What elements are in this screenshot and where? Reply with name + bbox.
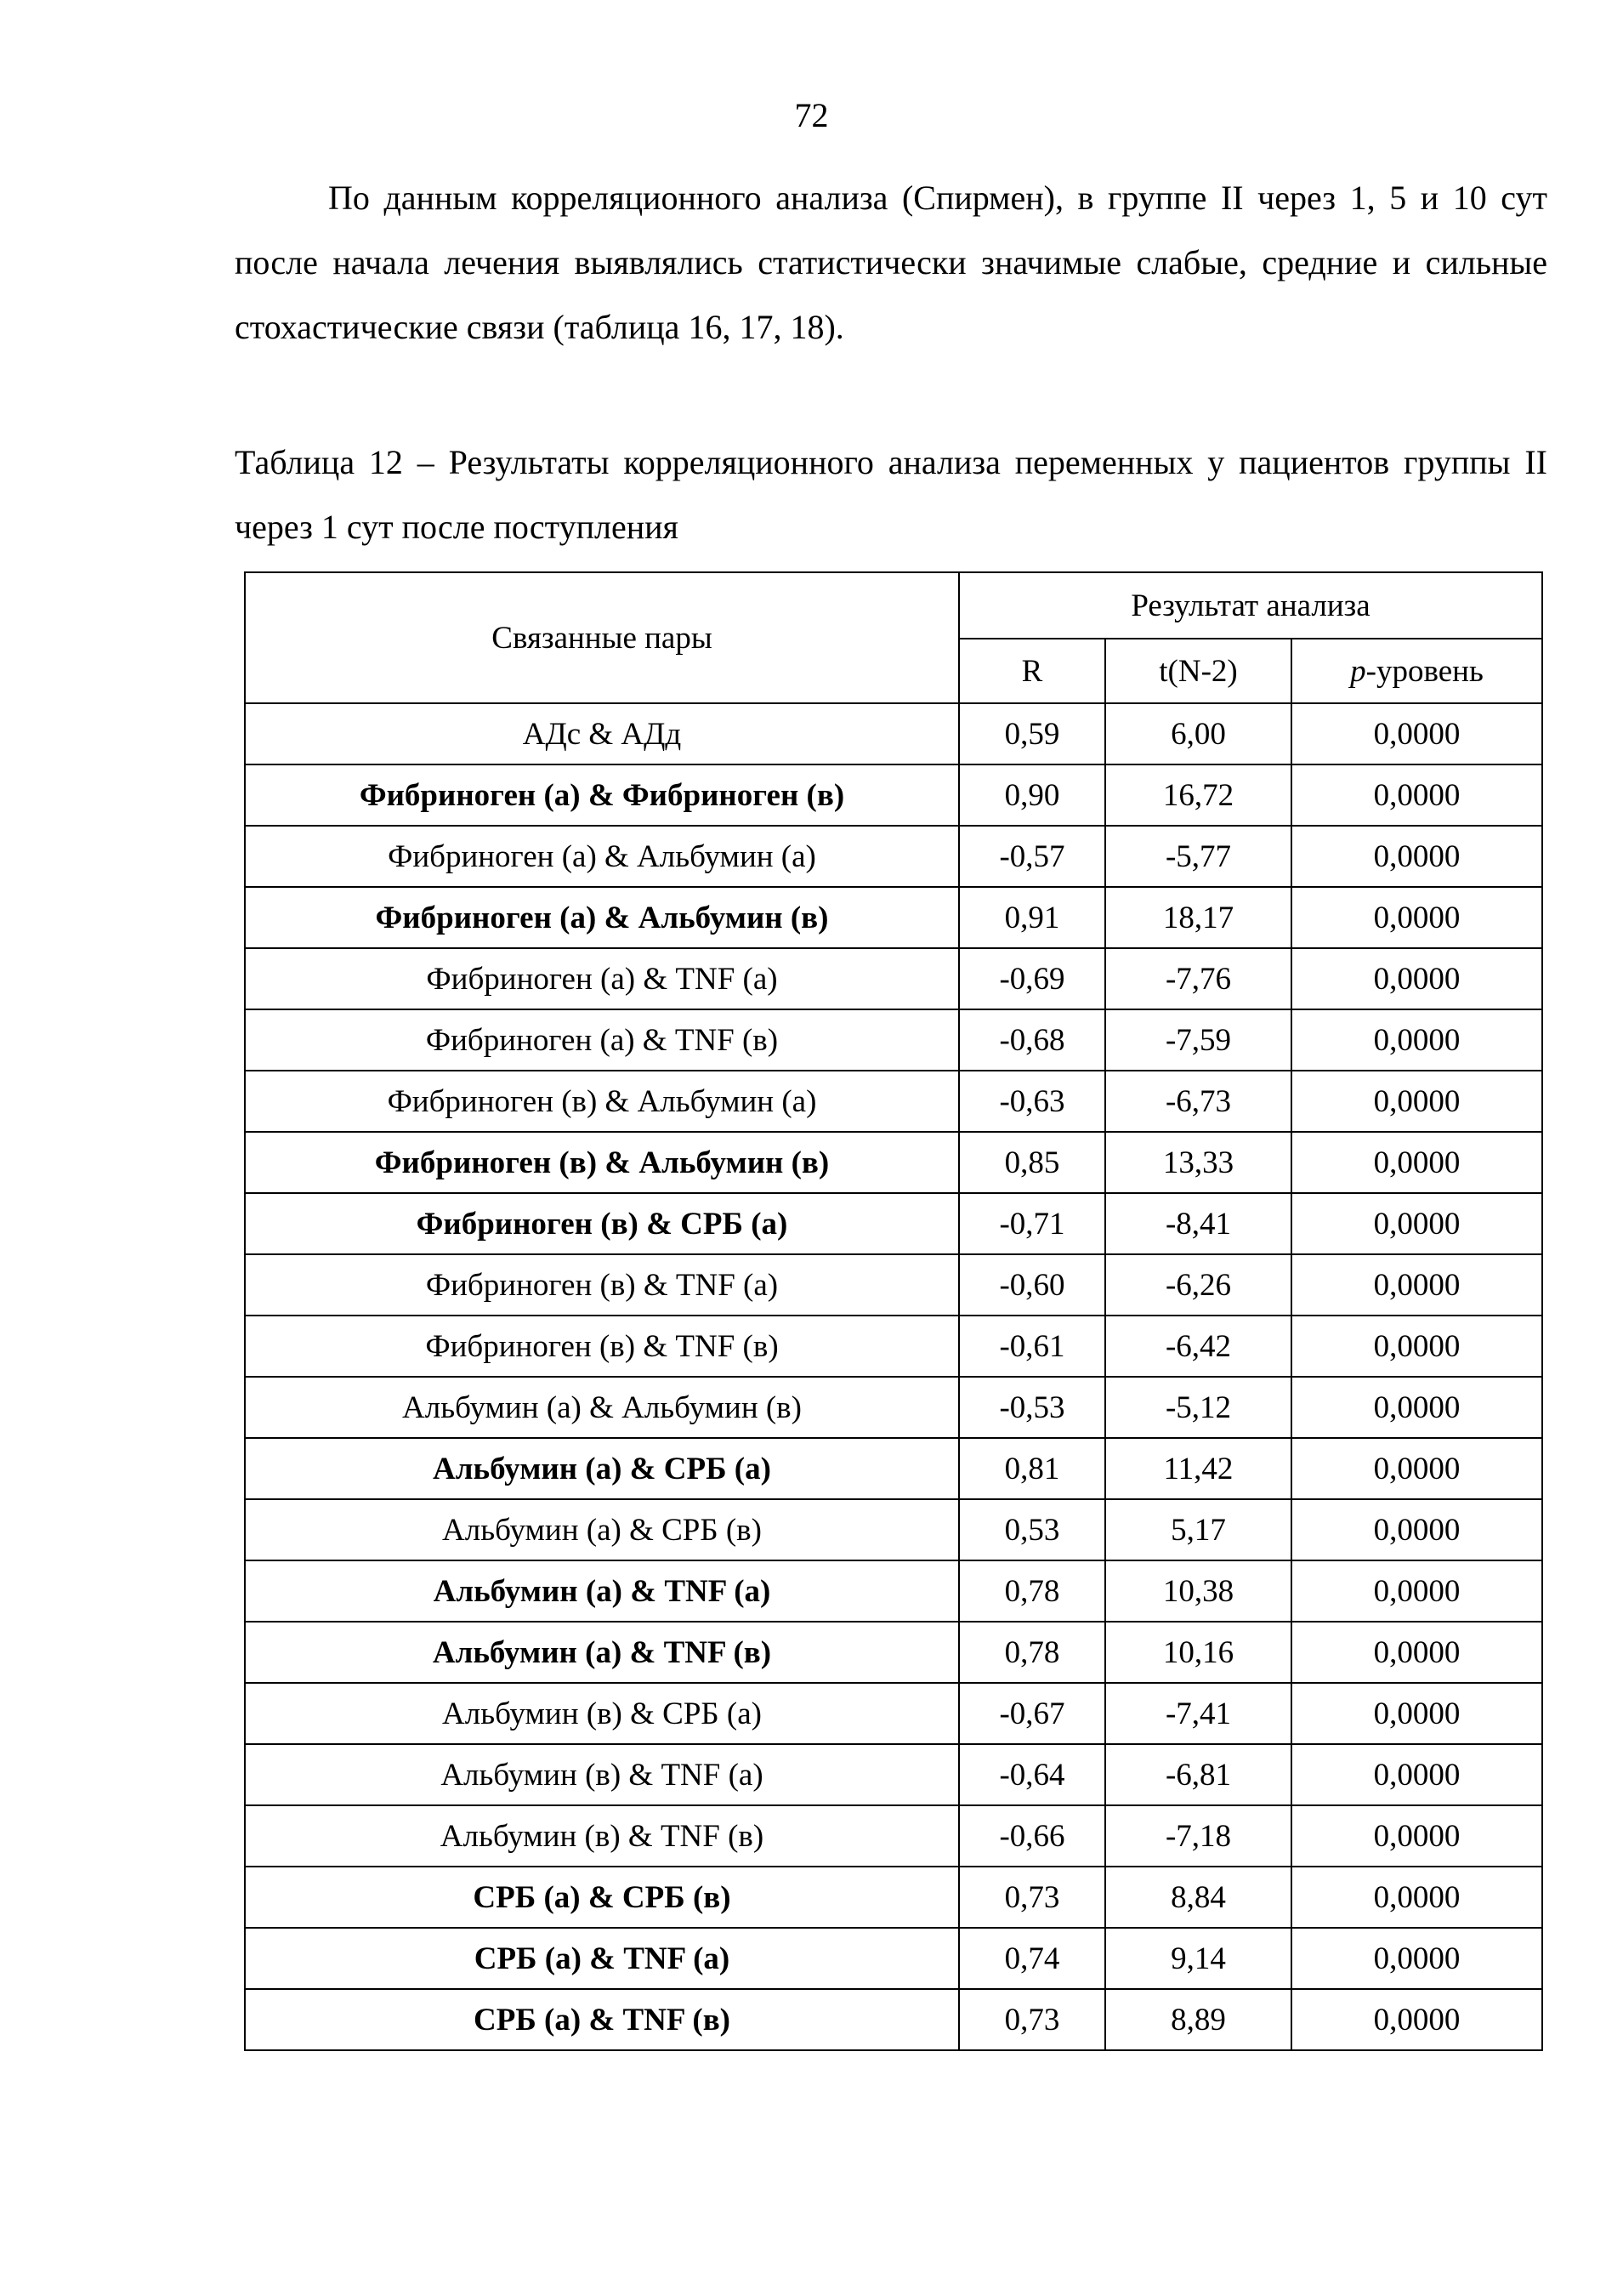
p-cell: 0,0000: [1291, 1622, 1542, 1683]
table-row: [245, 1254, 1542, 1316]
p-cell: 0,0000: [1291, 1928, 1542, 1989]
header-result: Результат анализа: [959, 572, 1542, 639]
r-cell: -0,60: [959, 1254, 1105, 1316]
p-cell: 0,0000: [1291, 1499, 1542, 1560]
pair-cell: Альбумин (а) & TNF (в): [245, 1622, 959, 1683]
t-cell: 13,33: [1105, 1132, 1291, 1193]
t-cell: -8,41: [1105, 1193, 1291, 1254]
table-row: [245, 1132, 1542, 1193]
table-row: [245, 887, 1542, 948]
pair-cell: Фибриноген (а) & TNF (в): [245, 1009, 959, 1071]
p-cell: 0,0000: [1291, 1071, 1542, 1132]
table-row: [245, 1989, 1542, 2050]
t-cell: -6,81: [1105, 1744, 1291, 1805]
pair-cell: Фибриноген (а) & Фибриноген (в): [245, 764, 959, 826]
p-cell: 0,0000: [1291, 1009, 1542, 1071]
t-cell: 16,72: [1105, 764, 1291, 826]
r-cell: -0,57: [959, 826, 1105, 887]
r-cell: 0,53: [959, 1499, 1105, 1560]
table-row: [245, 1009, 1542, 1071]
r-cell: -0,64: [959, 1744, 1105, 1805]
pair-cell: Альбумин (в) & TNF (в): [245, 1805, 959, 1867]
table-row: [245, 1744, 1542, 1805]
t-cell: 10,38: [1105, 1560, 1291, 1622]
t-cell: 9,14: [1105, 1928, 1291, 1989]
t-cell: 5,17: [1105, 1499, 1291, 1560]
p-cell: 0,0000: [1291, 764, 1542, 826]
r-cell: -0,61: [959, 1316, 1105, 1377]
p-cell: 0,0000: [1291, 1316, 1542, 1377]
t-cell: 18,17: [1105, 887, 1291, 948]
pair-cell: Фибриноген (в) & TNF (в): [245, 1316, 959, 1377]
table-row: [245, 1683, 1542, 1744]
p-cell: 0,0000: [1291, 948, 1542, 1009]
t-cell: -6,42: [1105, 1316, 1291, 1377]
pair-cell: Фибриноген (а) & TNF (а): [245, 948, 959, 1009]
p-cell: 0,0000: [1291, 887, 1542, 948]
header-p-suffix: -уровень: [1365, 653, 1484, 689]
r-cell: -0,67: [959, 1683, 1105, 1744]
table-row: [245, 1499, 1542, 1560]
r-cell: 0,78: [959, 1622, 1105, 1683]
pair-cell: СРБ (а) & TNF (а): [245, 1928, 959, 1989]
pair-cell: Фибриноген (а) & Альбумин (в): [245, 887, 959, 948]
t-cell: -7,59: [1105, 1009, 1291, 1071]
p-cell: 0,0000: [1291, 1989, 1542, 2050]
correlation-table: [244, 571, 1543, 2051]
p-cell: 0,0000: [1291, 1805, 1542, 1867]
header-r: R: [959, 639, 1105, 703]
table-header-row: [245, 572, 1542, 639]
t-cell: 6,00: [1105, 703, 1291, 764]
t-cell: -7,18: [1105, 1805, 1291, 1867]
pair-cell: Альбумин (в) & TNF (а): [245, 1744, 959, 1805]
p-cell: 0,0000: [1291, 1132, 1542, 1193]
pair-cell: Альбумин (в) & СРБ (а): [245, 1683, 959, 1744]
pair-cell: Фибриноген (в) & TNF (а): [245, 1254, 959, 1316]
t-cell: 10,16: [1105, 1622, 1291, 1683]
table-row: [245, 1316, 1542, 1377]
pair-cell: СРБ (а) & СРБ (в): [245, 1867, 959, 1928]
r-cell: 0,91: [959, 887, 1105, 948]
table-row: [245, 703, 1542, 764]
pair-cell: Фибриноген (в) & Альбумин (в): [245, 1132, 959, 1193]
table-row: [245, 1438, 1542, 1499]
r-cell: -0,53: [959, 1377, 1105, 1438]
table-row: [245, 764, 1542, 826]
table-row: [245, 1867, 1542, 1928]
p-cell: 0,0000: [1291, 1683, 1542, 1744]
r-cell: -0,71: [959, 1193, 1105, 1254]
t-cell: -6,73: [1105, 1071, 1291, 1132]
t-cell: -7,76: [1105, 948, 1291, 1009]
p-cell: 0,0000: [1291, 1254, 1542, 1316]
pair-cell: Альбумин (а) & СРБ (в): [245, 1499, 959, 1560]
table-row: [245, 1560, 1542, 1622]
header-t: t(N-2): [1105, 639, 1291, 703]
r-cell: 0,78: [959, 1560, 1105, 1622]
t-cell: -7,41: [1105, 1683, 1291, 1744]
header-pairs: Связанные пары: [245, 572, 959, 703]
table-row: [245, 1805, 1542, 1867]
table-row: [245, 948, 1542, 1009]
header-p: [1291, 639, 1542, 703]
r-cell: 0,59: [959, 703, 1105, 764]
p-cell: 0,0000: [1291, 826, 1542, 887]
table-row: [245, 1377, 1542, 1438]
r-cell: -0,66: [959, 1805, 1105, 1867]
pair-cell: СРБ (а) & TNF (в): [245, 1989, 959, 2050]
pair-cell: Альбумин (а) & TNF (а): [245, 1560, 959, 1622]
t-cell: 11,42: [1105, 1438, 1291, 1499]
intro-paragraph: По данным корреляционного анализа (Спирмен), в группе II через 1, 5 и 10 сут после начала лечения выявлялись статистически значимые слабые, средние и сильные стохастические связи (таблица 16, 17, 18).: [235, 179, 1547, 346]
pair-cell: Альбумин (а) & СРБ (а): [245, 1438, 959, 1499]
r-cell: 0,73: [959, 1989, 1105, 2050]
r-cell: -0,69: [959, 948, 1105, 1009]
r-cell: -0,68: [959, 1009, 1105, 1071]
r-cell: 0,90: [959, 764, 1105, 826]
t-cell: 8,84: [1105, 1867, 1291, 1928]
r-cell: 0,74: [959, 1928, 1105, 1989]
r-cell: 0,85: [959, 1132, 1105, 1193]
p-cell: 0,0000: [1291, 1377, 1542, 1438]
p-cell: 0,0000: [1291, 1744, 1542, 1805]
header-p-prefix: p: [1350, 653, 1366, 689]
p-cell: 0,0000: [1291, 1560, 1542, 1622]
pair-cell: АДс & АДд: [245, 703, 959, 764]
pair-cell: Фибриноген (а) & Альбумин (а): [245, 826, 959, 887]
r-cell: -0,63: [959, 1071, 1105, 1132]
t-cell: -6,26: [1105, 1254, 1291, 1316]
p-cell: 0,0000: [1291, 1193, 1542, 1254]
table-row: [245, 1071, 1542, 1132]
pair-cell: Альбумин (а) & Альбумин (в): [245, 1377, 959, 1438]
pair-cell: Фибриноген (в) & СРБ (а): [245, 1193, 959, 1254]
p-cell: 0,0000: [1291, 1438, 1542, 1499]
page-number: 72: [794, 96, 829, 134]
t-cell: -5,12: [1105, 1377, 1291, 1438]
table-row: [245, 1928, 1542, 1989]
t-cell: -5,77: [1105, 826, 1291, 887]
r-cell: 0,81: [959, 1438, 1105, 1499]
table-row: [245, 1193, 1542, 1254]
r-cell: 0,73: [959, 1867, 1105, 1928]
table-row: [245, 1622, 1542, 1683]
t-cell: 8,89: [1105, 1989, 1291, 2050]
p-cell: 0,0000: [1291, 703, 1542, 764]
pair-cell: Фибриноген (в) & Альбумин (а): [245, 1071, 959, 1132]
table-row: [245, 826, 1542, 887]
p-cell: 0,0000: [1291, 1867, 1542, 1928]
table-caption: Таблица 12 – Результаты корреляционного анализа переменных у пациентов группы II через 1 сут после поступления: [235, 443, 1547, 546]
